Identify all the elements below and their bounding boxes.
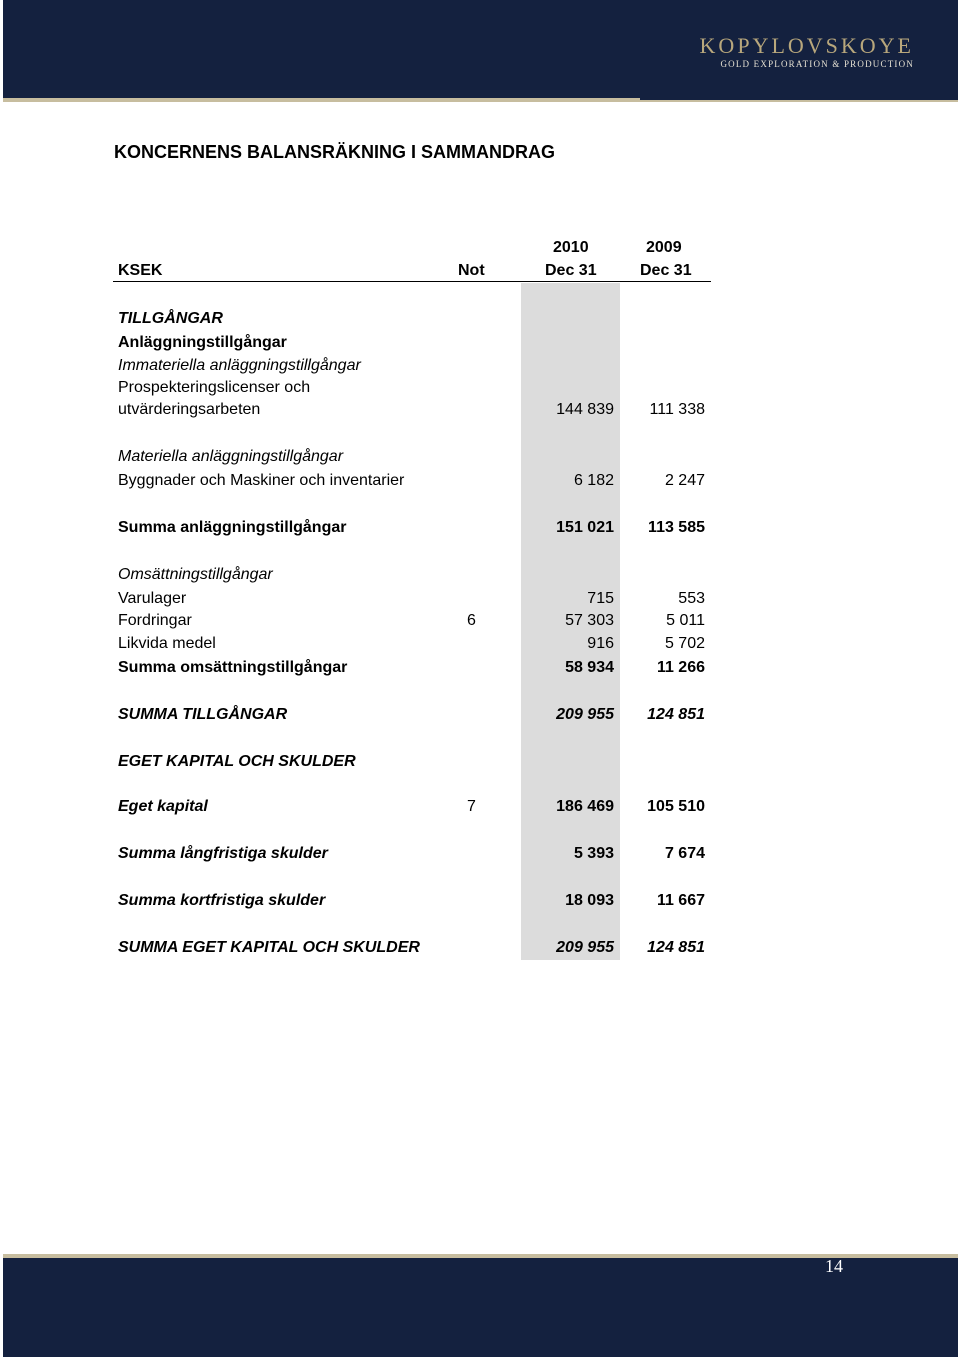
summa-eget-kapital-label: SUMMA EGET KAPITAL OCH SKULDER — [118, 939, 420, 956]
eget-kapital-2010: 186 469 — [556, 798, 614, 815]
summa-anlaggning-2009: 113 585 — [648, 519, 705, 536]
varulager-label: Varulager — [118, 590, 187, 607]
byggnader-label: Byggnader och Maskiner och inventarier — [118, 472, 405, 489]
section-tillgangar: TILLGÅNGAR — [118, 310, 223, 327]
likvida-label: Likvida medel — [118, 635, 216, 652]
header-bar — [3, 0, 958, 102]
kortfristiga-skulder-label: Summa kortfristiga skulder — [118, 892, 326, 909]
fordringar-note: 6 — [467, 612, 476, 629]
summa-eget-kapital-2009: 124 851 — [647, 939, 705, 956]
eget-kapital-note: 7 — [467, 798, 476, 815]
fordringar-2009: 5 011 — [666, 612, 705, 629]
fordringar-label: Fordringar — [118, 612, 192, 629]
prospektering-label-1: Prospekteringslicenser och — [118, 379, 311, 396]
company-logo-tagline: GOLD EXPLORATION & PRODUCTION — [720, 59, 914, 69]
summa-eget-kapital-2010: 209 955 — [556, 939, 614, 956]
summa-anlaggning-2010: 151 021 — [556, 519, 614, 536]
likvida-2010: 916 — [587, 635, 614, 652]
langfristiga-skulder-label: Summa långfristiga skulder — [118, 845, 328, 862]
eget-kapital-2009: 105 510 — [647, 798, 705, 815]
ksek-header: KSEK — [118, 262, 163, 279]
varulager-2010: 715 — [587, 590, 614, 607]
prospektering-2010: 144 839 — [556, 401, 614, 418]
summa-omsattning-label: Summa omsättningstillgångar — [118, 659, 348, 676]
header-underline — [640, 98, 958, 100]
kortfristiga-skulder-2010: 18 093 — [565, 892, 614, 909]
byggnader-2010: 6 182 — [573, 472, 614, 489]
fordringar-2010: 57 303 — [565, 612, 614, 629]
company-logo-name: KOPYLOVSKOYE — [699, 33, 914, 58]
page-title: KONCERNENS BALANSRÄKNING I SAMMANDRAG — [114, 142, 555, 162]
prospektering-label-2: utvärderingsarbeten — [118, 401, 261, 418]
summa-tillgangar-2009: 124 851 — [647, 706, 705, 723]
immateriella-heading: Immateriella anläggningstillgångar — [118, 357, 361, 374]
footer-bar — [3, 1258, 958, 1357]
langfristiga-skulder-2010: 5 393 — [573, 845, 614, 862]
likvida-2009: 5 702 — [664, 635, 705, 652]
prospektering-2009: 111 338 — [649, 401, 705, 418]
materiella-heading: Materiella anläggningstillgångar — [118, 448, 344, 465]
header-rule — [113, 281, 711, 282]
anlaggningstillgangar-heading: Anläggningstillgångar — [118, 334, 287, 351]
langfristiga-skulder-2009: 7 674 — [664, 845, 705, 862]
varulager-2009: 553 — [678, 590, 705, 607]
section-eget-kapital-skulder: EGET KAPITAL OCH SKULDER — [118, 753, 356, 770]
date-2009-header: Dec 31 — [640, 262, 692, 279]
summa-tillgangar-2010: 209 955 — [556, 706, 614, 723]
summa-omsattning-2009: 11 266 — [656, 659, 705, 676]
byggnader-2009: 2 247 — [664, 472, 705, 489]
year-2010-header: 2010 — [553, 239, 589, 256]
summa-omsattning-2010: 58 934 — [565, 659, 614, 676]
summa-anlaggning-label: Summa anläggningstillgångar — [118, 519, 347, 536]
eget-kapital-label: Eget kapital — [118, 798, 208, 815]
date-2010-header: Dec 31 — [545, 262, 597, 279]
summa-tillgangar-label: SUMMA TILLGÅNGAR — [118, 706, 288, 723]
page-number: 14 — [825, 1256, 843, 1276]
not-header: Not — [458, 262, 485, 279]
kortfristiga-skulder-2009: 11 667 — [656, 892, 705, 909]
year-2009-header: 2009 — [646, 239, 682, 256]
omsattning-heading: Omsättningstillgångar — [118, 566, 273, 583]
